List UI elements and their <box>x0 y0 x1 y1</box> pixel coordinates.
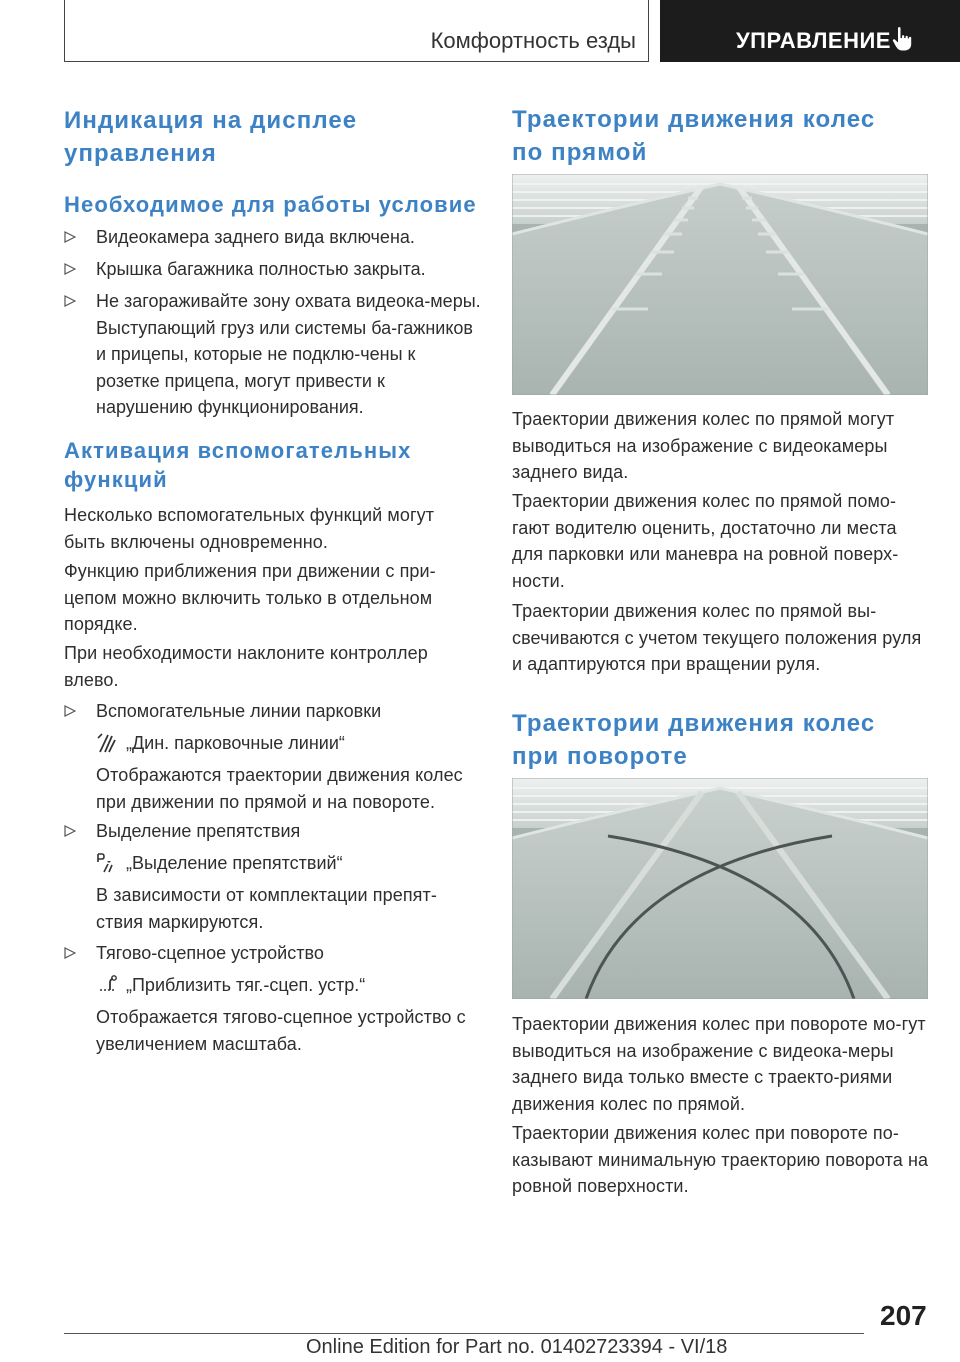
condition-item: Видеокамера заднего вида включена. <box>64 224 484 251</box>
triangle-bullet-icon <box>64 825 76 837</box>
condition-item: Крышка багажника полностью закрыта. <box>64 256 484 283</box>
condition-item: Не загораживайте зону охвата видеока-меры. Выступающий груз или системы ба-гажников и прицепы, которые не подклю-чены к розетке прицепа, могут привести к нарушению функционирования. <box>64 288 482 421</box>
straight-paragraph: Траектории движения колес по прямой вы-свечиваются с учетом текущего положения руля и адаптируются при вращении руля. <box>512 601 922 674</box>
turn-paragraph: Траектории движения колес при повороте по-казывают минимальную траекторию поворота на ровной поверхности. <box>512 1123 929 1196</box>
triangle-bullet-icon <box>64 231 76 243</box>
triangle-bullet-icon <box>64 705 76 717</box>
straight-trajectory-image <box>512 174 928 395</box>
footer-divider <box>64 1333 864 1334</box>
header-chapter-box <box>660 0 960 62</box>
menu-option[interactable]: „Приблизить тяг.-сцеп. устр.“ <box>96 972 482 998</box>
turn-paragraph: Траектории движения колес при повороте мо-гут выводиться на изображение с видеока-меры заднего вида только вместе с траекто-риями движения колес по прямой. <box>512 1014 926 1114</box>
turn-trajectory-title: Траектории движения колес при повороте <box>512 710 876 770</box>
activation-heading: Активация вспомогательных функций <box>64 438 412 492</box>
footer-edition: Online Edition for Part no. 01402723394 - VI/18 <box>306 1336 728 1358</box>
display-indication-title: Индикация на дисплее управления <box>64 107 358 167</box>
pointing-hand-icon <box>892 26 914 52</box>
triangle-bullet-icon <box>64 947 76 959</box>
function-description: В зависимости от комплектации препят-ствия маркируются. <box>96 885 437 932</box>
activation-paragraph: Функцию приближения при движении с при-цепом можно включить только в отдельном порядке. <box>64 561 436 634</box>
function-description: Отображается тягово-сцепное устройство с увеличением масштаба. <box>96 1007 466 1054</box>
page-number: 207 <box>880 1300 927 1331</box>
function-description: Отображаются траектории движения колес при движении по прямой и на повороте. <box>96 765 463 812</box>
function-item: Тягово-сцепное устройство <box>64 940 482 967</box>
straight-paragraph: Траектории движения колес по прямой помо-гают водителю оценить, достаточно ли места для парковки или маневра на ровной поверх-ности. <box>512 491 899 591</box>
conditions-heading: Необходимое для работы условие <box>64 192 477 217</box>
menu-option[interactable]: „Дин. парковочные линии“ <box>96 730 482 756</box>
menu-option[interactable]: „Выделение препятствий“ <box>96 850 482 876</box>
function-item: Вспомогательные линии парковки <box>64 698 482 725</box>
triangle-bullet-icon <box>64 263 76 275</box>
parking-lines-icon <box>96 732 116 754</box>
straight-paragraph: Траектории движения колес по прямой могут выводиться на изображение с видеокамеры заднего вида. <box>512 409 895 482</box>
header-section-box <box>64 0 649 62</box>
header-chapter-title: УПРАВЛЕНИЕ <box>736 28 891 53</box>
header-section-title: Комфортность езды <box>430 28 636 53</box>
function-item: Выделение препятствия <box>64 818 482 845</box>
tow-hitch-icon <box>96 974 118 996</box>
triangle-bullet-icon <box>64 295 76 307</box>
turn-trajectory-image <box>512 778 928 999</box>
straight-trajectory-title: Траектории движения колес по прямой <box>512 106 876 166</box>
obstacle-marking-icon <box>96 852 116 874</box>
activation-paragraph: Несколько вспомогательных функций могут быть включены одновременно. <box>64 505 435 552</box>
activation-paragraph: При необходимости наклоните контроллер влево. <box>64 643 428 690</box>
